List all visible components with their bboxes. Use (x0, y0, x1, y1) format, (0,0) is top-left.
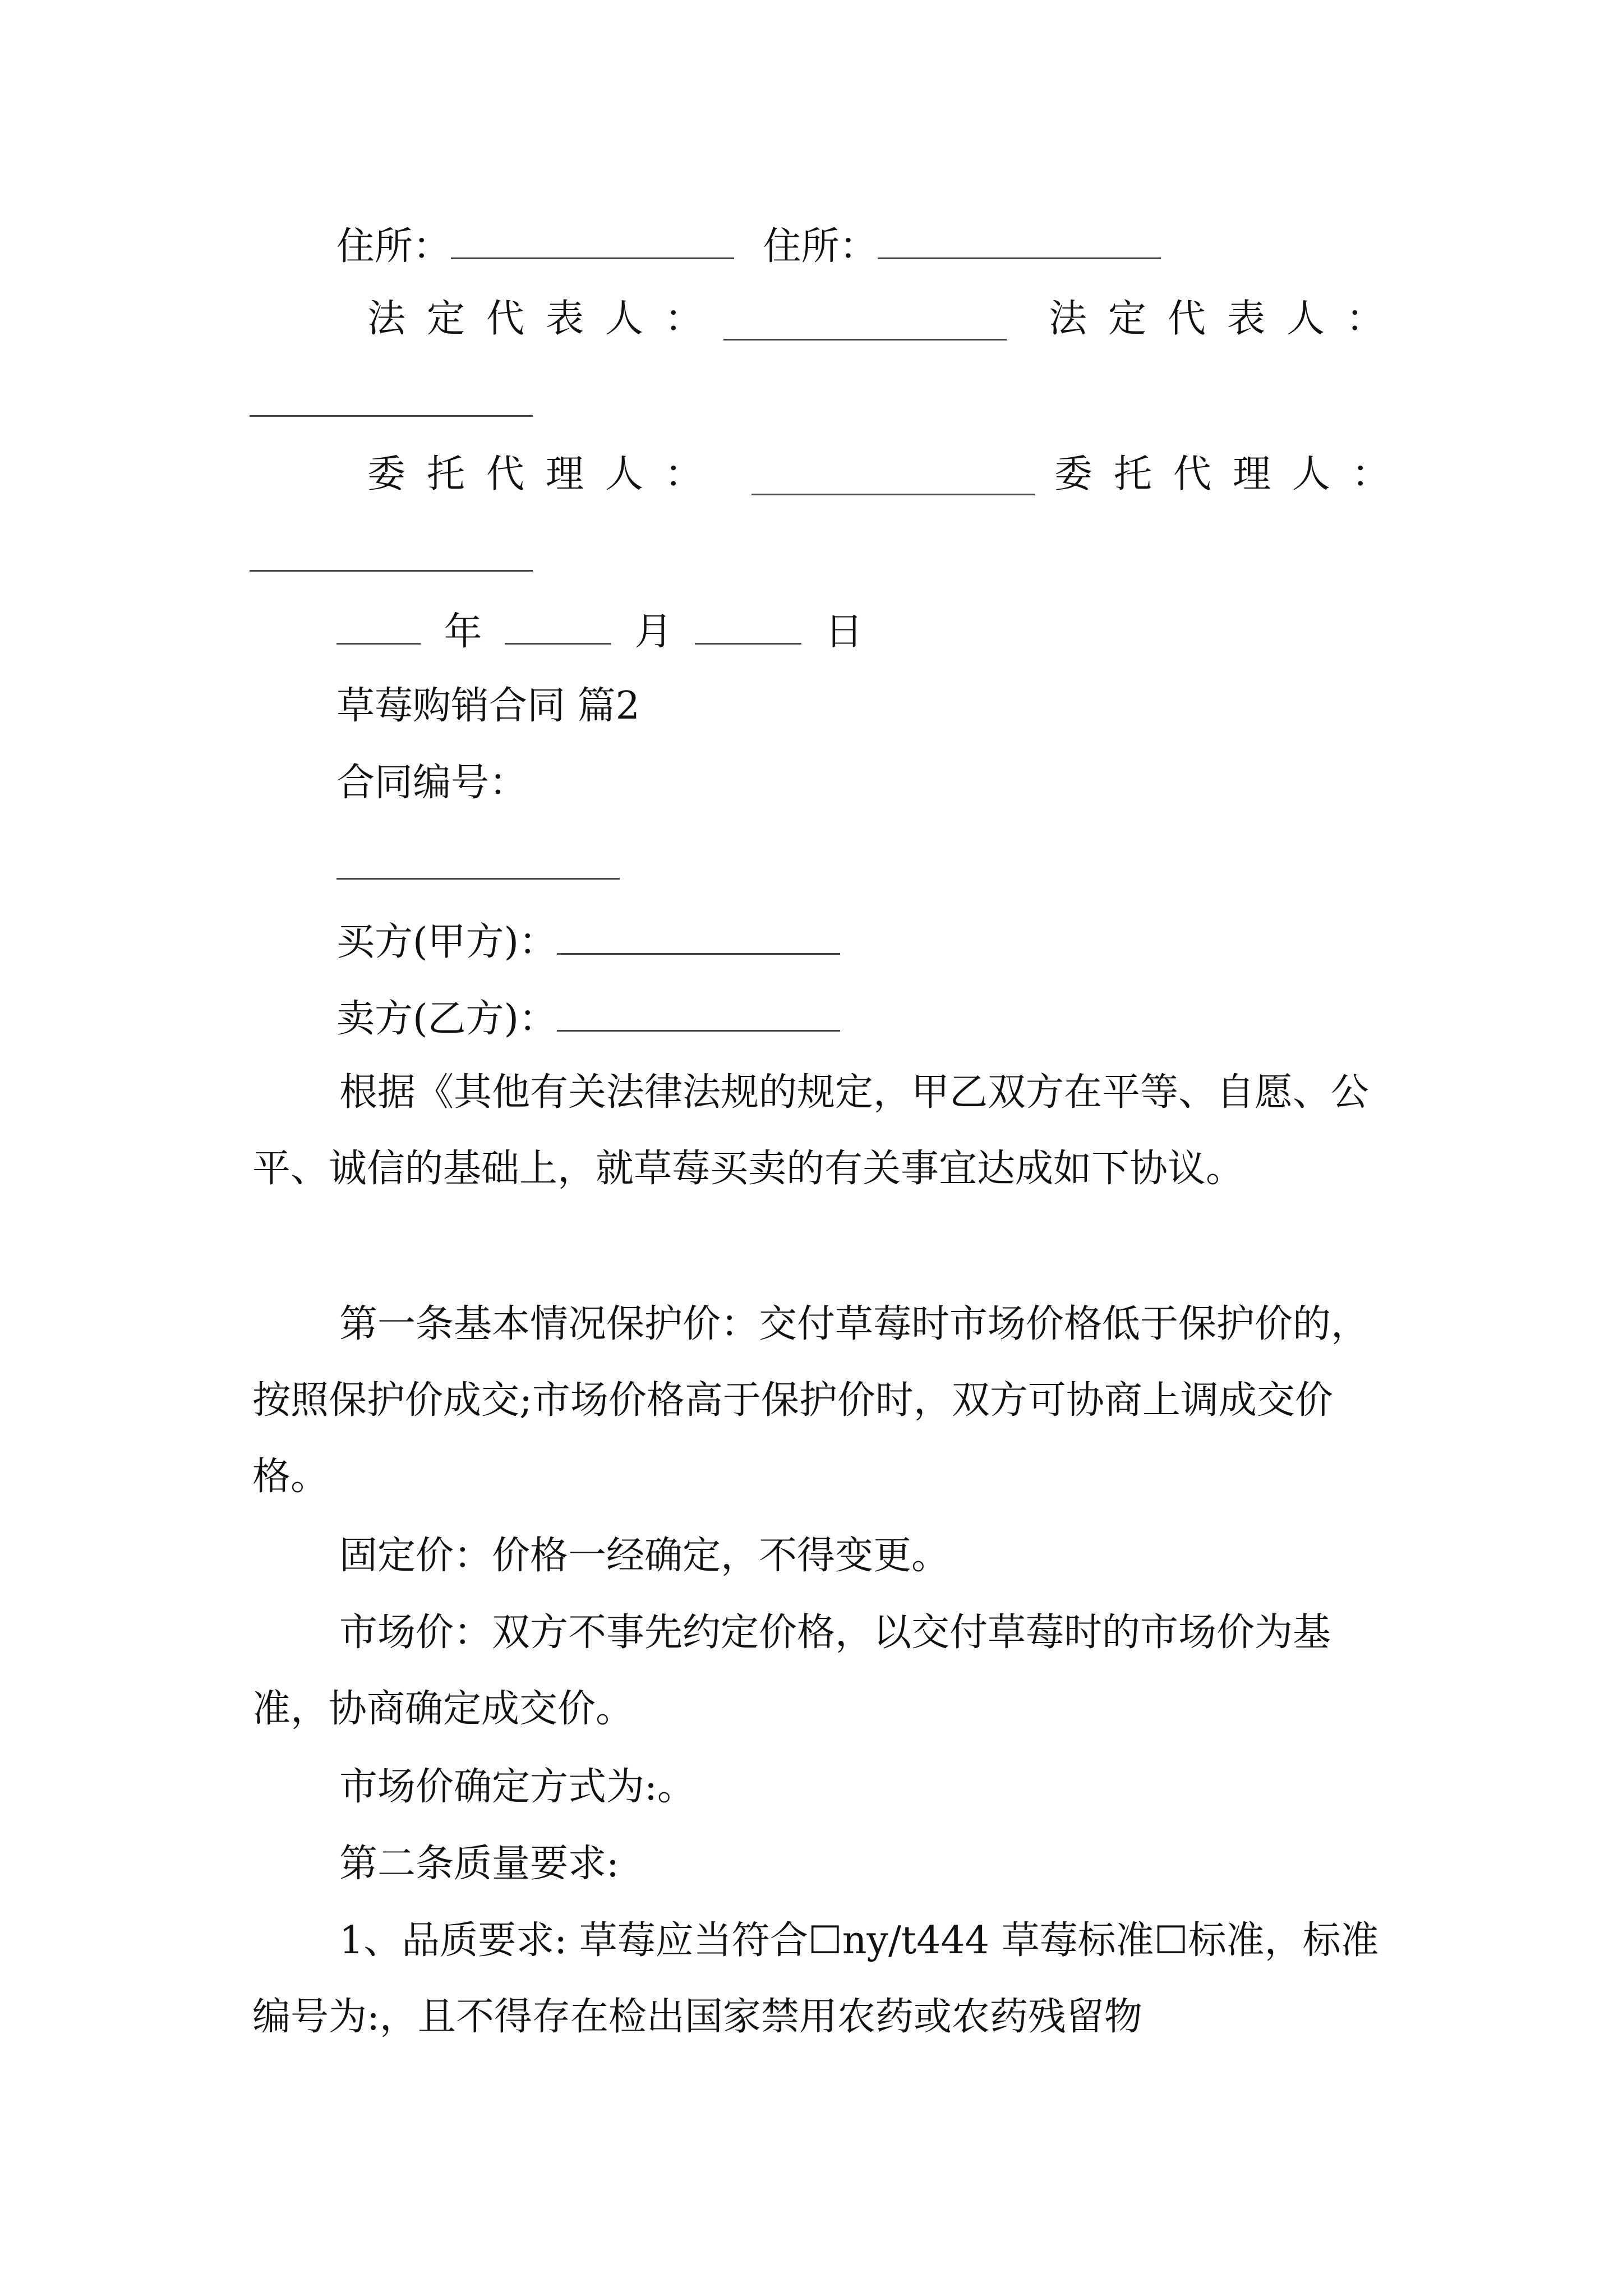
year-label: 年 (444, 610, 482, 655)
month-blank (505, 609, 611, 645)
month-label: 月 (634, 610, 673, 655)
day-label: 日 (824, 610, 863, 655)
paragraph-quality: 1、品质要求: 草莓应当符合☐ny/t444 草莓标准☐标准，标准编号为:，且不得存在检出国家禁用农药或农药残留物 (252, 1918, 1379, 2039)
paragraph-fixed-price: 固定价：价格一经确定，不得变更。 (339, 1534, 950, 1578)
buyer-row (336, 919, 840, 965)
paragraph-article-2: 第二条质量要求: (339, 1842, 619, 1886)
agent-label-b: 委托代理人： (1054, 452, 1412, 496)
legal-rep-label-b: 法定代表人： (1049, 297, 1406, 341)
day-blank (695, 609, 801, 645)
buyer-label: 买方(甲方)： (336, 920, 557, 965)
agent-label-a: 委托代理人： (367, 452, 725, 496)
seller-row (336, 996, 840, 1042)
residence-label-a: 住所： (336, 224, 451, 269)
seller-label: 卖方(乙方)： (336, 997, 557, 1042)
legal-rep-blank-b (250, 415, 533, 417)
buyer-blank (557, 919, 840, 955)
legal-rep-blank-a (723, 339, 1007, 341)
contract-no-label: 合同编号： (336, 761, 528, 805)
paragraph-basis: 根据《其他有关法律法规的规定，甲乙双方在平等、自愿、公平、诚信的基础上，就草莓买卖的有关事宜达成如下协议。 (252, 1070, 1370, 1191)
residence-label-b: 住所： (763, 224, 878, 269)
paragraph-article-1: 第一条基本情况保护价：交付草莓时市场价格低于保护价的，按照保护价成交;市场价格高于保护价时，双方可协商上调成交价格。 (252, 1302, 1370, 1499)
date-row (336, 609, 863, 655)
seller-blank (557, 996, 840, 1032)
paragraph-market-method: 市场价确定方式为:。 (339, 1765, 695, 1809)
section-title: 草莓购销合同 篇2 (336, 684, 640, 728)
residence-blank-a (451, 223, 734, 259)
paragraph-market-price: 市场价：双方不事先约定价格，以交付草莓时的市场价为基准，协商确定成交价。 (252, 1611, 1331, 1731)
agent-blank-b (250, 570, 533, 572)
year-blank (336, 609, 421, 645)
legal-rep-label-a: 法定代表人： (367, 297, 725, 341)
contract-no-blank (336, 878, 620, 880)
residence-blank-b (878, 223, 1161, 259)
agent-blank-a (751, 494, 1035, 495)
residence-row (336, 223, 1161, 269)
